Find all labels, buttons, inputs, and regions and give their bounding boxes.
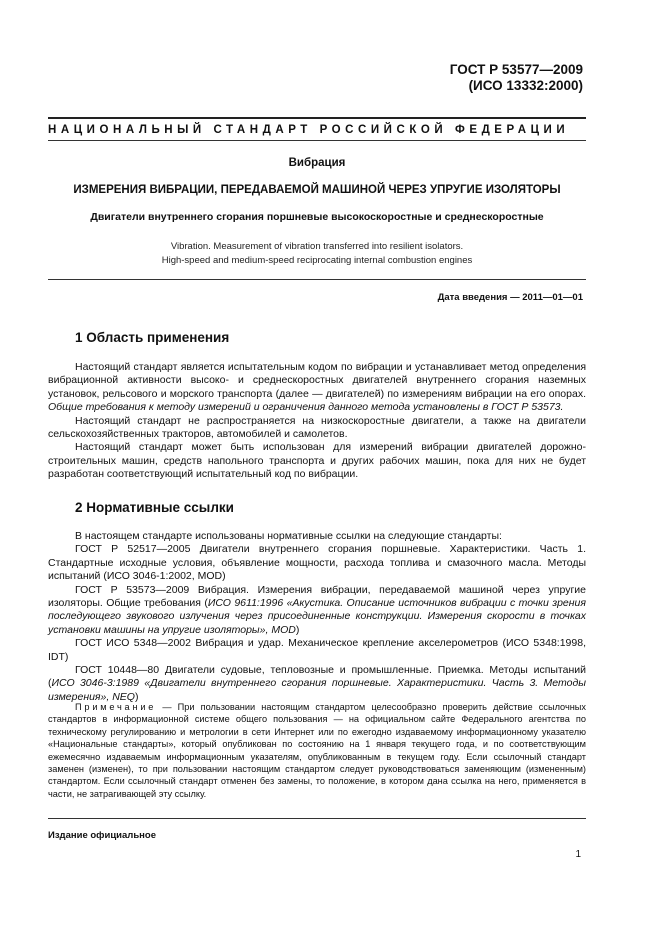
section-1-body [48,361,586,482]
title-rule [48,279,586,280]
reference-text-end: ) [295,623,300,636]
page-number: 1 [575,849,581,860]
footer-rule [48,818,586,819]
section-2-paragraph: В настоящем стандарте использованы нормативные ссылки на следующие стандарты: [75,530,502,542]
introduction-date: Дата введения — 2011—01—01 [437,292,583,303]
standard-code [283,62,583,94]
section-1-p1-italic: Общие требования к методу измерений и ограничения данного метода установлены в ГОСТ Р 53573. [48,401,564,414]
title-vibration: Вибрация [288,157,346,169]
section-1-title: 1 Область применения [75,330,230,345]
reference-text: ГОСТ 10448—80 Двигатели судовые, тепловозные и промышленные. Приемка. Методы испытаний ( [48,664,586,690]
national-standard-banner: НАЦИОНАЛЬНЫЙ СТАНДАРТ РОССИЙСКОЙ ФЕДЕРАЦИИ [48,124,570,136]
section-2-heading [75,500,234,515]
reference-text: ГОСТ Р 53573—2009 Вибрация. Измерения вибрации, передаваемой машиной через упругие изоляторы. Общие требования ( [48,583,586,610]
note-paragraph [48,701,586,800]
standard-code-line2: (ИСО 13332:2000) [468,78,583,93]
title-subtitle: Двигатели внутреннего сгорания поршневые высокоскоростные и среднескоростные [90,211,544,223]
note-text: — При пользовании настоящим стандартом целесообразно проверить действие ссылочных стандартов в информационной системе общего пользования — на официальном сайте Федерального агентства по техническому регулированию и метрологии в сети Интернет или по ежегодно издаваемому информационному указателю «Национальные стандарты», который опубликован по состоянию на 1 января текущего года, и по соответствующим ежемесячно издаваемым информационным указателям, опубликованным в текущем году. Если ссылочный стандарт заменен (изменен), то при пользовании настоящим стандартом следует руководствоваться заменяющим (измененным) стандартом. Если ссылочный стандарт отменен без замены, то положение, в котором дана ссылка на него, применяется в части, не затрагивающей эту ссылку. [48,702,586,799]
note-label: Примечание [75,702,157,712]
header-rule-bottom [48,140,586,141]
section-1-paragraph [48,361,586,415]
reference-item: ГОСТ ИСО 5348—2002 Вибрация и удар. Механическое крепление акселерометров (ИСО 5348:1998, IDT) [48,637,586,663]
reference-item: ГОСТ Р 52517—2005 Двигатели внутреннего сгорания поршневые. Характеристики. Часть 1. Стандартные исходные условия, объявление мощности, расхода топлива и смазочного масла. Методы испытаний (ИСО 3046-1:2002, MOD) [48,543,586,583]
section-1-heading [75,330,229,345]
reference-item [48,664,586,704]
section-2-title: 2 Нормативные ссылки [75,500,234,515]
title-english [48,240,586,268]
reference-italic: ИСО 3046-3:1989 «Двигатели внутреннего сгорания поршневые. Характеристики. Часть 3. Методы измерения», NEQ [48,677,586,703]
section-1-p1-text: Настоящий стандарт является испытательным кодом по вибрации и устанавливает метод определения вибрационной активности высоко- и среднескоростных двигателей внутреннего сгорания наземных установок, рельсового и морского транспорта (далее — двигателей) по измерениям вибрации на его опорах. [48,361,586,400]
official-edition-label: Издание официальное [48,830,156,841]
section-1-paragraph: Настоящий стандарт может быть использован для измерений вибрации двигателей дорожно-строительных машин, средств напольного транспорта и других рабочих машин, пока для них не будет разработан соответствующий испытательный код по вибрации. [48,441,586,481]
title-english-line2: High-speed and medium-speed reciprocating internal combustion engines [161,255,473,266]
title-english-line1: Vibration. Measurement of vibration transferred into resilient isolators. [170,241,464,252]
reference-item [48,584,586,638]
standard-code-line1: ГОСТ Р 53577—2009 [449,62,583,77]
reference-text-end: ) [134,690,139,703]
section-1-paragraph: Настоящий стандарт не распространяется на низкоскоростные двигатели, а также на двигатели сельскохозяйственных тракторов, автомобилей и самолетов. [48,414,586,441]
header-rule-top [48,117,586,119]
reference-italic: ИСО 9611:1996 «Акустика. Описание источников вибрации с точки зрения последующего звукового излучения через присоединенные конструкции. Измерения скорости в точках установки машины на упругие изоляторы», MOD [48,597,586,636]
title-main: ИЗМЕРЕНИЯ ВИБРАЦИИ, ПЕРЕДАВАЕМОЙ МАШИНОЙ ЧЕРЕЗ УПРУГИЕ ИЗОЛЯТОРЫ [73,184,561,196]
reference-note [48,701,586,800]
section-2-body [48,530,586,704]
